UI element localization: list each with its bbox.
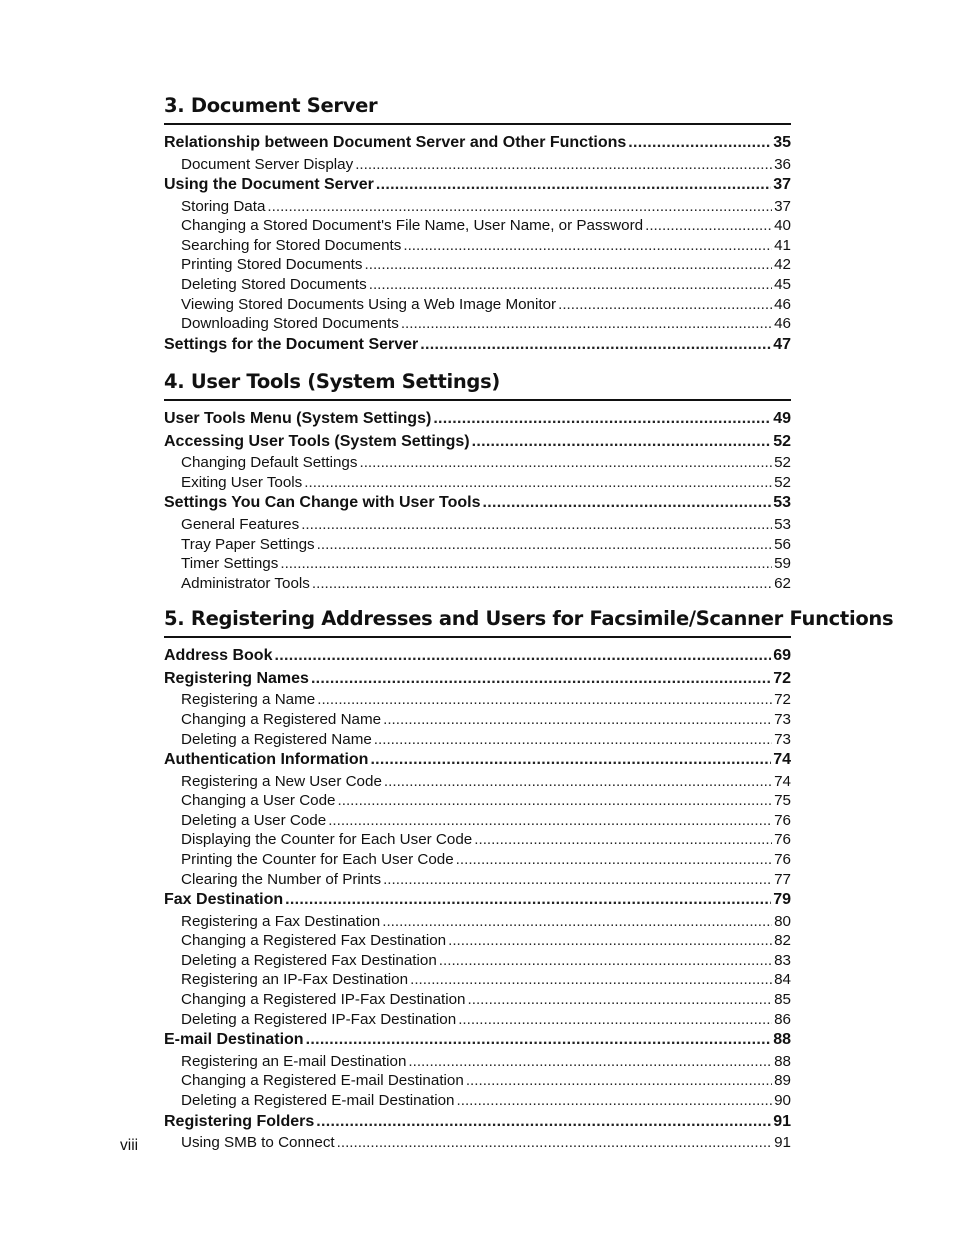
- toc-entry-page: 88: [773, 1031, 791, 1049]
- toc-entry-page: 72: [773, 669, 791, 687]
- toc-entry-label: Printing Stored Documents: [181, 256, 363, 274]
- toc-entry-label: Registering Folders: [164, 1112, 315, 1130]
- toc-entry-page: 52: [774, 454, 791, 472]
- dot-leader: [285, 889, 771, 911]
- toc-entry-label: General Features: [181, 515, 300, 533]
- toc-section: [164, 370, 791, 593]
- toc-subentry[interactable]: [164, 554, 791, 574]
- toc-subentry[interactable]: [164, 197, 791, 217]
- dot-leader: [311, 668, 771, 690]
- section-title: 4. User Tools (System Settings): [164, 370, 791, 401]
- dot-leader: [355, 155, 772, 175]
- toc-entry-label: Registering Names: [164, 669, 309, 687]
- toc-subentry[interactable]: [164, 1133, 791, 1153]
- toc-entry-label: Deleting a Registered IP-Fax Destination: [181, 1010, 457, 1028]
- dot-leader: [474, 830, 772, 850]
- toc-entry[interactable]: [164, 889, 791, 912]
- table-of-contents: [164, 94, 894, 1167]
- dot-leader: [316, 1111, 771, 1133]
- dot-leader: [306, 1029, 772, 1051]
- toc-entry-label: Changing a Registered Fax Destination: [181, 932, 447, 950]
- toc-subentry[interactable]: [164, 850, 791, 870]
- toc-entry[interactable]: [164, 492, 791, 515]
- toc-subentry[interactable]: [164, 912, 791, 932]
- toc-subentry[interactable]: [164, 1010, 791, 1030]
- toc-entry-label: Settings for the Document Server: [164, 335, 419, 353]
- toc-subentry[interactable]: [164, 216, 791, 236]
- toc-subentry[interactable]: [164, 791, 791, 811]
- toc-entry-page: 41: [774, 236, 791, 254]
- toc-subentry[interactable]: [164, 951, 791, 971]
- dot-leader: [317, 690, 772, 710]
- toc-entry[interactable]: [164, 174, 791, 197]
- toc-entry-page: 52: [773, 432, 791, 450]
- toc-entry-list: [164, 401, 791, 593]
- toc-subentry[interactable]: [164, 473, 791, 493]
- toc-entry-page: 46: [774, 315, 791, 333]
- toc-entry-label: Document Server Display: [181, 155, 354, 173]
- toc-entry-label: Downloading Stored Documents: [181, 315, 399, 333]
- toc-entry-label: Deleting a Registered Fax Destination: [181, 951, 437, 969]
- toc-subentry[interactable]: [164, 236, 791, 256]
- toc-entry-label: Deleting Stored Documents: [181, 275, 367, 293]
- toc-entry-page: 37: [774, 197, 791, 215]
- toc-subentry[interactable]: [164, 772, 791, 792]
- toc-entry-page: 74: [773, 751, 791, 769]
- toc-subentry[interactable]: [164, 574, 791, 594]
- dot-leader: [383, 710, 772, 730]
- dot-leader: [448, 931, 772, 951]
- dot-leader: [401, 314, 772, 334]
- toc-entry-page: 47: [773, 335, 791, 353]
- toc-entry-label: Fax Destination: [164, 891, 284, 909]
- toc-entry-page: 42: [774, 256, 791, 274]
- toc-entry[interactable]: [164, 645, 791, 668]
- toc-entry[interactable]: [164, 668, 791, 691]
- toc-entry-page: 91: [773, 1112, 791, 1130]
- toc-entry-page: 53: [773, 494, 791, 512]
- dot-leader: [458, 1010, 772, 1030]
- dot-leader: [304, 473, 772, 493]
- toc-entry-page: 89: [774, 1072, 791, 1090]
- toc-subentry[interactable]: [164, 155, 791, 175]
- dot-leader: [376, 174, 771, 196]
- dot-leader: [317, 535, 772, 555]
- toc-entry[interactable]: [164, 749, 791, 772]
- toc-entry-page: 90: [774, 1091, 791, 1109]
- toc-subentry[interactable]: [164, 811, 791, 831]
- page-number: viii: [120, 1137, 139, 1154]
- toc-entry-label: Storing Data: [181, 197, 266, 215]
- toc-entry[interactable]: [164, 408, 791, 431]
- toc-entry-label: Registering a Name: [181, 691, 316, 709]
- toc-entry-page: 72: [774, 691, 791, 709]
- toc-entry-page: 35: [773, 134, 791, 151]
- toc-entry-page: 46: [774, 295, 791, 313]
- toc-subentry[interactable]: [164, 1052, 791, 1072]
- dot-leader: [482, 492, 771, 514]
- toc-entry-page: 77: [774, 870, 791, 888]
- toc-entry-page: 49: [773, 410, 791, 428]
- toc-entry-label: Deleting a Registered Name: [181, 730, 372, 748]
- dot-leader: [274, 645, 771, 667]
- dot-leader: [384, 772, 772, 792]
- toc-entry-label: Deleting a User Code: [181, 811, 327, 829]
- toc-entry-label: Registering an E-mail Destination: [181, 1052, 407, 1070]
- dot-leader: [645, 216, 772, 236]
- toc-subentry[interactable]: [164, 515, 791, 535]
- toc-entry-page: 82: [774, 932, 791, 950]
- dot-leader: [408, 1052, 772, 1072]
- toc-entry-label: Changing a User Code: [181, 792, 336, 810]
- toc-entry-page: 69: [773, 647, 791, 665]
- toc-entry-list: [164, 638, 791, 1152]
- toc-entry-label: Tray Paper Settings: [181, 535, 315, 553]
- dot-leader: [456, 850, 772, 870]
- toc-entry-page: 52: [774, 473, 791, 491]
- toc-entry[interactable]: [164, 132, 791, 155]
- toc-subentry[interactable]: [164, 830, 791, 850]
- toc-entry-label: Changing a Stored Document's File Name, User Name, or Password: [181, 217, 644, 235]
- toc-entry-page: 83: [774, 951, 791, 969]
- toc-entry-page: 56: [774, 535, 791, 553]
- toc-subentry[interactable]: [164, 710, 791, 730]
- toc-subentry[interactable]: [164, 535, 791, 555]
- dot-leader: [365, 255, 773, 275]
- toc-entry-page: 76: [774, 831, 791, 849]
- toc-entry-label: Displaying the Counter for Each User Code: [181, 831, 473, 849]
- dot-leader: [439, 951, 772, 971]
- toc-entry-label: E-mail Destination: [164, 1031, 304, 1049]
- dot-leader: [374, 730, 772, 750]
- toc-entry-page: 91: [774, 1134, 791, 1151]
- toc-section: [164, 94, 791, 356]
- toc-entry-label: Address Book: [164, 647, 273, 665]
- toc-subentry[interactable]: [164, 690, 791, 710]
- toc-subentry[interactable]: [164, 1091, 791, 1111]
- dot-leader: [267, 197, 772, 217]
- toc-entry-page: 84: [774, 971, 791, 989]
- toc-section: [164, 607, 894, 1152]
- toc-entry-page: 59: [774, 555, 791, 573]
- toc-subentry[interactable]: [164, 295, 791, 315]
- toc-entry-label: Changing a Registered IP-Fax Destination: [181, 991, 466, 1009]
- toc-entry[interactable]: [164, 334, 791, 357]
- dot-leader: [301, 515, 772, 535]
- toc-entry-page: 37: [773, 176, 791, 194]
- dot-leader: [628, 132, 771, 154]
- toc-entry-page: 86: [774, 1010, 791, 1028]
- toc-entry-page: 80: [774, 912, 791, 930]
- toc-entry[interactable]: [164, 1111, 791, 1134]
- toc-entry-label: Deleting a Registered E-mail Destination: [181, 1091, 455, 1109]
- toc-entry[interactable]: [164, 431, 791, 454]
- toc-subentry[interactable]: [164, 314, 791, 334]
- toc-entry-label: Administrator Tools: [181, 574, 310, 592]
- toc-entry-label: Settings You Can Change with User Tools: [164, 494, 481, 512]
- toc-entry-label: Changing a Registered E-mail Destination: [181, 1072, 464, 1090]
- toc-entry-label: Relationship between Document Server and Other Functions: [164, 134, 627, 151]
- toc-subentry[interactable]: [164, 730, 791, 750]
- toc-entry-page: 75: [774, 792, 791, 810]
- dot-leader: [468, 990, 773, 1010]
- toc-subentry[interactable]: [164, 970, 791, 990]
- toc-entry-label: Clearing the Number of Prints: [181, 870, 382, 888]
- toc-entry-page: 36: [774, 155, 791, 173]
- toc-entry-label: User Tools Menu (System Settings): [164, 410, 432, 428]
- toc-entry-page: 79: [773, 891, 791, 909]
- dot-leader: [457, 1091, 773, 1111]
- toc-entry-page: 73: [774, 730, 791, 748]
- dot-leader: [420, 334, 771, 356]
- toc-entry-label: Registering a Fax Destination: [181, 912, 381, 930]
- dot-leader: [369, 275, 772, 295]
- dot-leader: [472, 431, 772, 453]
- toc-entry-page: 40: [774, 217, 791, 235]
- toc-subentry[interactable]: [164, 931, 791, 951]
- toc-subentry[interactable]: [164, 1071, 791, 1091]
- toc-entry-label: Exiting User Tools: [181, 473, 303, 491]
- dot-leader: [382, 912, 772, 932]
- dot-leader: [370, 749, 771, 771]
- toc-entry-label: Using SMB to Connect: [181, 1134, 335, 1151]
- toc-entry-page: 74: [774, 772, 791, 790]
- toc-entry-page: 85: [774, 991, 791, 1009]
- dot-leader: [280, 554, 772, 574]
- toc-entry-page: 62: [774, 574, 791, 592]
- toc-subentry[interactable]: [164, 453, 791, 473]
- dot-leader: [359, 453, 772, 473]
- toc-entry-label: Using the Document Server: [164, 176, 374, 194]
- toc-entry-label: Searching for Stored Documents: [181, 236, 402, 254]
- toc-entry-page: 73: [774, 710, 791, 728]
- section-title: 5. Registering Addresses and Users for Facsimile/Scanner Functions: [164, 607, 791, 638]
- toc-entry-label: Changing a Registered Name: [181, 710, 382, 728]
- toc-entry-label: Changing Default Settings: [181, 454, 358, 472]
- dot-leader: [466, 1071, 772, 1091]
- toc-entry-label: Registering an IP-Fax Destination: [181, 971, 409, 989]
- toc-subentry[interactable]: [164, 275, 791, 295]
- toc-entry-label: Accessing User Tools (System Settings): [164, 432, 470, 450]
- toc-subentry[interactable]: [164, 870, 791, 890]
- toc-entry-label: Registering a New User Code: [181, 772, 382, 790]
- dot-leader: [338, 791, 773, 811]
- toc-entry-page: 88: [774, 1052, 791, 1070]
- dot-leader: [328, 811, 772, 831]
- section-title: 3. Document Server: [164, 94, 791, 125]
- dot-leader: [312, 574, 772, 594]
- dot-leader: [410, 970, 772, 990]
- dot-leader: [337, 1133, 772, 1153]
- toc-entry-page: 76: [774, 850, 791, 868]
- toc-entry-label: Authentication Information: [164, 751, 369, 769]
- toc-entry-label: Viewing Stored Documents Using a Web Image Monitor: [181, 295, 557, 313]
- toc-entry-page: 53: [774, 515, 791, 533]
- toc-entry-label: Printing the Counter for Each User Code: [181, 850, 454, 868]
- dot-leader: [383, 870, 772, 890]
- toc-entry[interactable]: [164, 1029, 791, 1052]
- toc-subentry[interactable]: [164, 255, 791, 275]
- toc-entry-page: 76: [774, 811, 791, 829]
- toc-entry-label: Timer Settings: [181, 555, 279, 573]
- dot-leader: [433, 408, 771, 430]
- toc-entry-list: [164, 125, 791, 356]
- dot-leader: [558, 295, 772, 315]
- toc-entry-page: 45: [774, 275, 791, 293]
- dot-leader: [403, 236, 772, 256]
- toc-subentry[interactable]: [164, 990, 791, 1010]
